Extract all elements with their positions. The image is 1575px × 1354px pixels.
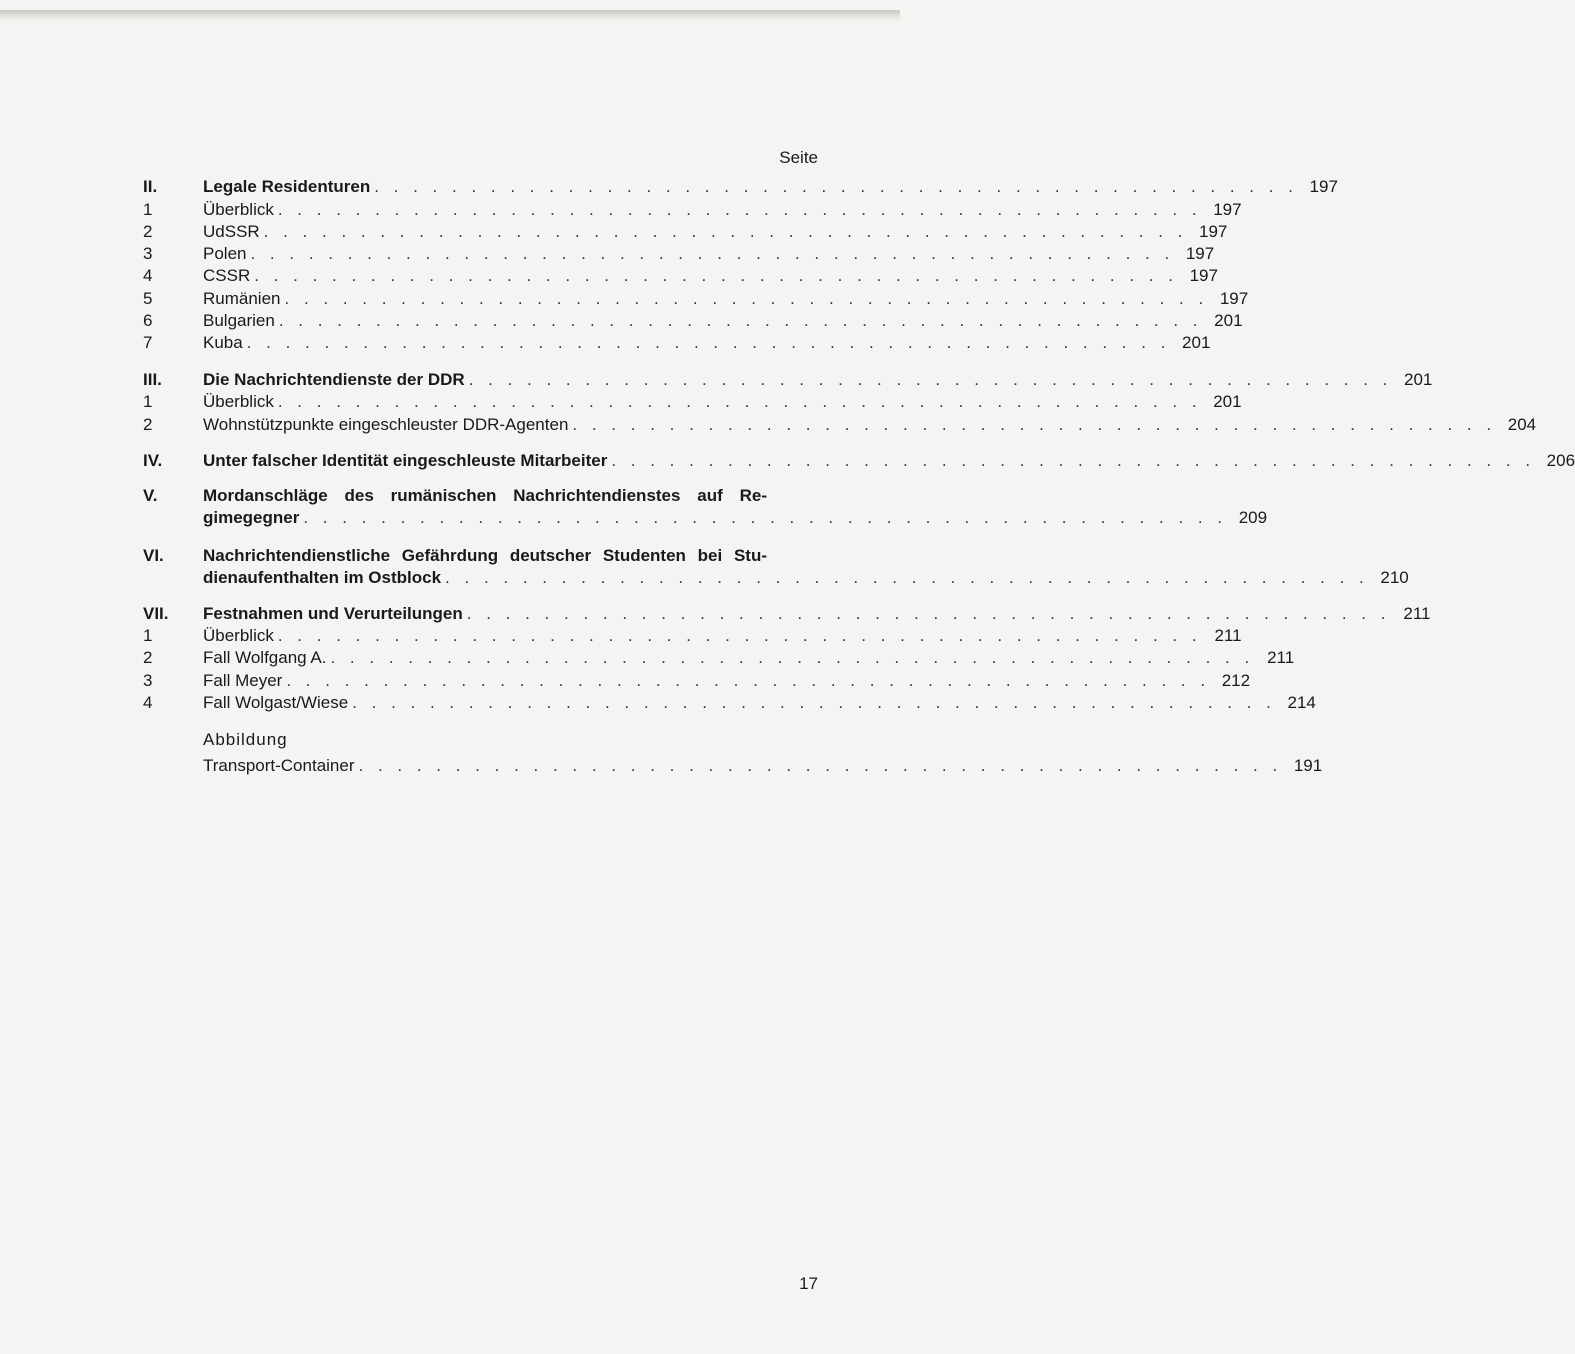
section-number: 2	[143, 222, 153, 241]
section-title: Kuba	[203, 333, 243, 352]
section-number: VII.	[143, 604, 169, 623]
section-title-line1: Mordanschläge des rumänischen Nachrichtendienstes auf Re-	[203, 486, 767, 505]
leader-dots: . . . . . . . . . . . . . . . . . . . . . . . . . . . . . . . . . . . . . . . . . . . . . . . .	[277, 626, 1202, 645]
section-number: 4	[143, 266, 153, 285]
page-ref: 201	[1214, 311, 1243, 330]
leader-dots: . . . . . . . . . . . . . . . . . . . . . . . . . . . . . . . . . . . . . . . . . . . . . . . .	[278, 311, 1203, 330]
section-title: Fall Wolfgang A.	[203, 648, 327, 667]
page-ref: 197	[1213, 200, 1242, 219]
section-number: IV.	[143, 451, 163, 470]
page-ref: 197	[1219, 289, 1249, 308]
leader-dots: . . . . . . . . . . . . . . . . . . . . . . . . . . . . . . . . . . . . . . . . . . . . . . . .	[352, 693, 1276, 712]
page-ref: 197	[1189, 266, 1218, 285]
section-title: Überblick	[203, 200, 274, 219]
section-number: 4	[143, 693, 153, 712]
page-ref: 201	[1213, 392, 1242, 411]
section-number: 1	[143, 392, 153, 411]
section-title-line2: gimegegner	[203, 508, 300, 527]
section-title: CSSR	[203, 266, 251, 285]
section-number: 3	[143, 244, 153, 263]
leader-dots: . . . . . . . . . . . . . . . . . . . . . . . . . . . . . . . . . . . . . . . . . . . . . . . .	[284, 289, 1209, 308]
section-number: III.	[143, 370, 162, 389]
page-ref: 201	[1404, 370, 1433, 389]
section-number: 2	[143, 415, 153, 434]
leader-dots: . . . . . . . . . . . . . . . . . . . . . . . . . . . . . . . . . . . . . . . . . . . . . . . .	[277, 392, 1202, 411]
page-number: 17	[799, 1274, 818, 1293]
leader-dots: . . . . . . . . . . . . . . . . . . . . . . . . . . . . . . . . . . . . . . . . . . . . . . . .	[572, 415, 1497, 434]
section-title: Fall Meyer	[203, 671, 283, 690]
leader-dots: . . . . . . . . . . . . . . . . . . . . . . . . . . . . . . . . . . . . . . . . . . . . . . . .	[286, 671, 1211, 690]
section-number: 2	[143, 648, 153, 667]
section-title: Polen	[203, 244, 247, 263]
section-number: VI.	[143, 546, 164, 565]
page-ref: 211	[1403, 604, 1431, 623]
leader-dots: . . . . . . . . . . . . . . . . . . . . . . . . . . . . . . . . . . . . . . . . . . . . . . . .	[303, 508, 1228, 527]
section-number: 7	[143, 333, 153, 352]
section-number: 1	[143, 200, 153, 219]
section-title: Festnahmen und Verurteilungen	[203, 604, 463, 623]
leader-dots: . . . . . . . . . . . . . . . . . . . . . . . . . . . . . . . . . . . . . . . . . . . . . . . .	[468, 370, 1393, 389]
section-number: 1	[143, 626, 153, 645]
section-title-line1: Nachrichtendienstliche Gefährdung deutscher Studenten bei Stu-	[203, 546, 767, 565]
section-title: Überblick	[203, 392, 274, 411]
page-ref: 211	[1267, 648, 1295, 667]
leader-dots: . . . . . . . . . . . . . . . . . . . . . . . . . . . . . . . . . . . . . . . . . . . . . . . .	[254, 266, 1178, 285]
page-ref: 197	[1199, 222, 1228, 241]
section-number: 5	[143, 289, 153, 308]
abbildung-heading: Abbildung	[203, 730, 288, 749]
leader-dots: . . . . . . . . . . . . . . . . . . . . . . . . . . . . . . . . . . . . . . . . . . . . . . . .	[445, 568, 1369, 587]
leader-dots: . . . . . . . . . . . . . . . . . . . . . . . . . . . . . . . . . . . . . . . . . . . . . . . .	[611, 451, 1536, 470]
leader-dots: . . . . . . . . . . . . . . . . . . . . . . . . . . . . . . . . . . . . . . . . . . . . . . . .	[466, 604, 1391, 623]
section-number: V.	[143, 486, 158, 505]
section-number: II.	[143, 177, 158, 196]
leader-dots: . . . . . . . . . . . . . . . . . . . . . . . . . . . . . . . . . . . . . . . . . . . . . . . .	[250, 244, 1175, 263]
leader-dots: . . . . . . . . . . . . . . . . . . . . . . . . . . . . . . . . . . . . . . . . . . . . . . . .	[374, 177, 1298, 196]
leader-dots: . . . . . . . . . . . . . . . . . . . . . . . . . . . . . . . . . . . . . . . . . . . . . . . .	[246, 333, 1171, 352]
section-title: Legale Residenturen	[203, 177, 371, 196]
section-title: Wohnstützpunkte eingeschleuster DDR-Agenten	[203, 415, 569, 434]
page-ref: 214	[1287, 693, 1316, 712]
page-ref: 191	[1293, 756, 1323, 775]
section-title: Überblick	[203, 626, 274, 645]
leader-dots: . . . . . . . . . . . . . . . . . . . . . . . . . . . . . . . . . . . . . . . . . . . . . . . .	[330, 648, 1255, 667]
section-title: UdSSR	[203, 222, 260, 241]
seite-column-header: Seite	[779, 148, 818, 167]
page-ref: 197	[1309, 177, 1338, 196]
section-title-line2: dienaufenthalten im Ostblock	[203, 568, 442, 587]
page-ref: 212	[1221, 671, 1251, 690]
section-title: Unter falscher Identität eingeschleuste Mitarbeiter	[203, 451, 608, 470]
figure-title: Transport-Container	[203, 756, 355, 775]
page-ref: 211	[1214, 626, 1242, 645]
leader-dots: . . . . . . . . . . . . . . . . . . . . . . . . . . . . . . . . . . . . . . . . . . . . . . . .	[277, 200, 1202, 219]
section-title: Bulgarien	[203, 311, 275, 330]
section-title: Die Nachrichtendienste der DDR	[203, 370, 465, 389]
section-title: Fall Wolgast/Wiese	[203, 693, 349, 712]
page-ref: 204	[1507, 415, 1537, 434]
page-ref: 206	[1546, 451, 1575, 470]
leader-dots: . . . . . . . . . . . . . . . . . . . . . . . . . . . . . . . . . . . . . . . . . . . . . . . .	[263, 222, 1188, 241]
page-ref: 210	[1380, 568, 1409, 587]
page-ref: 197	[1185, 244, 1215, 263]
leader-dots: . . . . . . . . . . . . . . . . . . . . . . . . . . . . . . . . . . . . . . . . . . . . . . . .	[358, 756, 1283, 775]
page-ref: 209	[1238, 508, 1268, 527]
page-ref: 201	[1182, 333, 1211, 352]
section-title: Rumänien	[203, 289, 281, 308]
section-number: 3	[143, 671, 153, 690]
section-number: 6	[143, 311, 153, 330]
